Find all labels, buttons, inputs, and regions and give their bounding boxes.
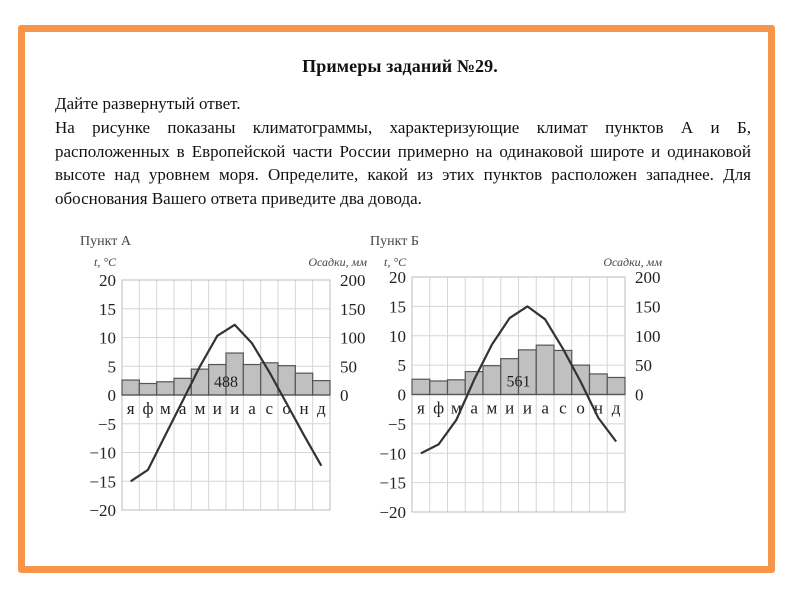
annual-precipitation-label: 561 [506, 373, 531, 391]
left-tick-label: −5 [387, 414, 406, 434]
month-label: и [230, 399, 240, 418]
precipitation-bar [191, 369, 208, 395]
left-tick-label: −15 [379, 473, 406, 493]
right-tick-label: 200 [340, 271, 366, 290]
right-axis-label: Осадки, мм [603, 255, 662, 269]
right-tick-label: 0 [635, 385, 644, 405]
month-label: д [611, 398, 621, 418]
month-label: н [593, 398, 603, 418]
right-tick-label: 100 [340, 328, 366, 348]
month-label: а [178, 399, 187, 418]
precipitation-bar [261, 363, 278, 395]
precipitation-bar [139, 384, 156, 396]
left-tick-label: −10 [89, 443, 116, 463]
task-text: На рисунке показаны климатограммы, характеризующие климат пунктов А и Б, расположенных в Европейской части России примерно на одинаковой широте и одинаковой высоте над уровнем моря. Определите, какой из этих пунктов расположен западнее. Для обоснования Вашего ответа приведите два довода. [55, 118, 751, 208]
left-tick-label: 15 [389, 297, 406, 317]
left-axis-label: t, °C [94, 255, 117, 269]
right-tick-label: 100 [635, 326, 661, 346]
month-label: с [559, 398, 567, 418]
precipitation-bar [536, 345, 554, 394]
right-tick-label: 200 [635, 268, 661, 287]
precipitation-bar [295, 373, 312, 395]
month-label: а [470, 398, 478, 418]
month-label: м [194, 399, 206, 418]
month-label: я [126, 399, 135, 418]
month-label: о [282, 399, 291, 418]
left-tick-label: 20 [389, 268, 406, 287]
precipitation-bar [607, 377, 625, 394]
precipitation-bar [554, 350, 572, 394]
precipitation-bar [412, 379, 430, 394]
left-tick-label: −10 [379, 444, 406, 464]
month-label: н [299, 399, 309, 418]
climatogram-a [80, 230, 380, 535]
precipitation-bar [483, 366, 501, 395]
left-tick-label: 0 [397, 385, 406, 405]
month-label: д [317, 399, 326, 418]
climatogram-b [370, 230, 670, 535]
month-label: о [576, 398, 585, 418]
right-tick-label: 150 [340, 299, 366, 319]
precipitation-bar [465, 372, 483, 395]
month-label: м [450, 398, 462, 418]
right-tick-label: 50 [635, 356, 652, 376]
month-label: и [522, 398, 532, 418]
month-label: с [265, 399, 274, 418]
left-tick-label: −20 [89, 501, 116, 520]
precipitation-bar [122, 380, 139, 395]
precipitation-bar [243, 365, 260, 395]
month-label: я [416, 398, 425, 418]
left-axis-label: t, °C [384, 255, 407, 269]
month-label: м [486, 398, 498, 418]
month-label: и [505, 398, 515, 418]
month-label: ф [433, 398, 445, 418]
month-label: м [159, 399, 171, 418]
precipitation-bar [430, 381, 448, 395]
left-tick-label: 5 [397, 356, 406, 376]
left-tick-label: 0 [107, 386, 116, 405]
right-tick-label: 150 [635, 297, 661, 317]
precipitation-bar [590, 374, 608, 395]
left-tick-label: 10 [389, 326, 406, 346]
month-label: ф [142, 399, 154, 418]
right-axis-label: Осадки, мм [308, 255, 367, 269]
chart-title: Пункт А [80, 234, 131, 249]
page-title: Примеры заданий №29. [302, 56, 498, 76]
left-tick-label: −5 [97, 414, 116, 434]
left-tick-label: 10 [99, 328, 116, 348]
month-label: а [541, 398, 549, 418]
left-tick-label: −15 [89, 472, 116, 492]
right-tick-label: 0 [340, 386, 349, 405]
month-label: и [212, 399, 222, 418]
left-tick-label: −20 [379, 503, 406, 522]
left-tick-label: 5 [107, 357, 116, 377]
month-label: а [248, 399, 256, 418]
left-tick-label: 20 [99, 271, 116, 290]
left-tick-label: 15 [99, 299, 116, 319]
annual-precipitation-label: 488 [214, 374, 238, 391]
chart-title: Пункт Б [370, 234, 419, 249]
precipitation-bar [157, 382, 174, 395]
precipitation-bar [448, 380, 466, 395]
precipitation-bar [313, 381, 330, 395]
right-tick-label: 50 [340, 357, 357, 377]
task-lead: Дайте развернутый ответ. [55, 94, 241, 113]
